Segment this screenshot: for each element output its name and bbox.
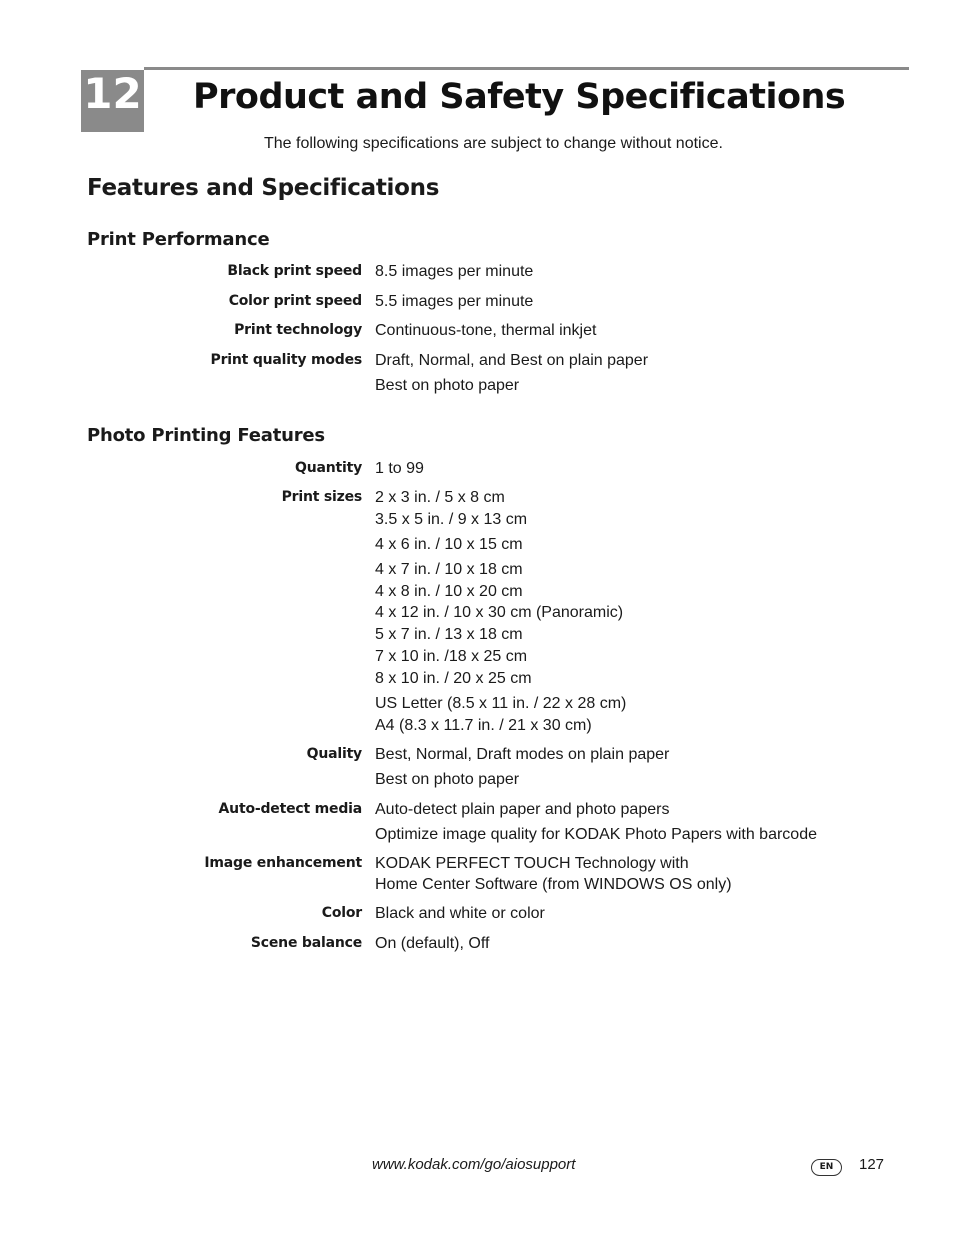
spec-label-print-sizes: Print sizes [281,489,362,505]
spec-value-print-quality-modes-2: Best on photo paper [375,377,520,394]
spec-label-print-quality-modes: Print quality modes [210,352,362,368]
print-size-item: A4 (8.3 x 11.7 in. / 21 x 30 cm) [375,717,592,734]
spec-value-print-quality-modes-1: Draft, Normal, and Best on plain paper [375,352,649,369]
spec-label-print-technology: Print technology [234,322,362,338]
spec-value-image-enhancement-2: Home Center Software (from WINDOWS OS only) [375,876,732,893]
footer-url-link[interactable]: www.kodak.com/go/aiosupport [372,1156,576,1173]
header-rule [144,67,909,70]
spec-label-quantity: Quantity [295,460,362,476]
spec-label-color: Color [321,905,362,921]
spec-value-color: Black and white or color [375,905,545,922]
print-size-item: 5 x 7 in. / 13 x 18 cm [375,626,523,643]
print-performance-heading: Print Performance [87,229,270,250]
print-size-item: US Letter (8.5 x 11 in. / 22 x 28 cm) [375,695,627,712]
spec-value-auto-detect-media-1: Auto-detect plain paper and photo papers [375,801,670,818]
spec-value-scene-balance: On (default), Off [375,935,490,952]
page-number: 127 [859,1156,885,1173]
intro-text: The following specifications are subject to change without notice. [264,135,723,152]
print-size-item: 4 x 8 in. / 10 x 20 cm [375,583,523,600]
language-badge: EN [811,1159,842,1176]
page-title: Product and Safety Specifications [193,77,846,117]
spec-value-print-technology: Continuous-tone, thermal inkjet [375,322,597,339]
print-size-item: 3.5 x 5 in. / 9 x 13 cm [375,511,528,528]
spec-label-image-enhancement: Image enhancement [204,855,362,871]
print-size-item: 4 x 6 in. / 10 x 15 cm [375,536,523,553]
spec-value-quality-2: Best on photo paper [375,771,520,788]
spec-label-quality: Quality [306,746,362,762]
spec-label-color-print-speed: Color print speed [228,293,362,309]
print-size-item: 8 x 10 in. / 20 x 25 cm [375,670,532,687]
print-size-item: 4 x 7 in. / 10 x 18 cm [375,561,523,578]
spec-value-auto-detect-media-2: Optimize image quality for KODAK Photo Papers with barcode [375,826,817,843]
chapter-number-badge: 12 [81,70,144,132]
photo-printing-heading: Photo Printing Features [87,425,325,446]
print-size-item: 4 x 12 in. / 10 x 30 cm (Panoramic) [375,604,624,621]
spec-value-image-enhancement-1: KODAK PERFECT TOUCH Technology with [375,855,689,872]
spec-value-black-print-speed: 8.5 images per minute [375,263,534,280]
spec-label-black-print-speed: Black print speed [227,263,362,279]
spec-value-color-print-speed: 5.5 images per minute [375,293,534,310]
spec-label-auto-detect-media: Auto-detect media [218,801,362,817]
spec-value-quality-1: Best, Normal, Draft modes on plain paper [375,746,670,763]
print-size-item: 7 x 10 in. /18 x 25 cm [375,648,528,665]
spec-value-quantity: 1 to 99 [375,460,424,477]
section-heading: Features and Specifications [87,175,440,201]
spec-label-scene-balance: Scene balance [250,935,362,951]
print-size-item: 2 x 3 in. / 5 x 8 cm [375,489,505,506]
